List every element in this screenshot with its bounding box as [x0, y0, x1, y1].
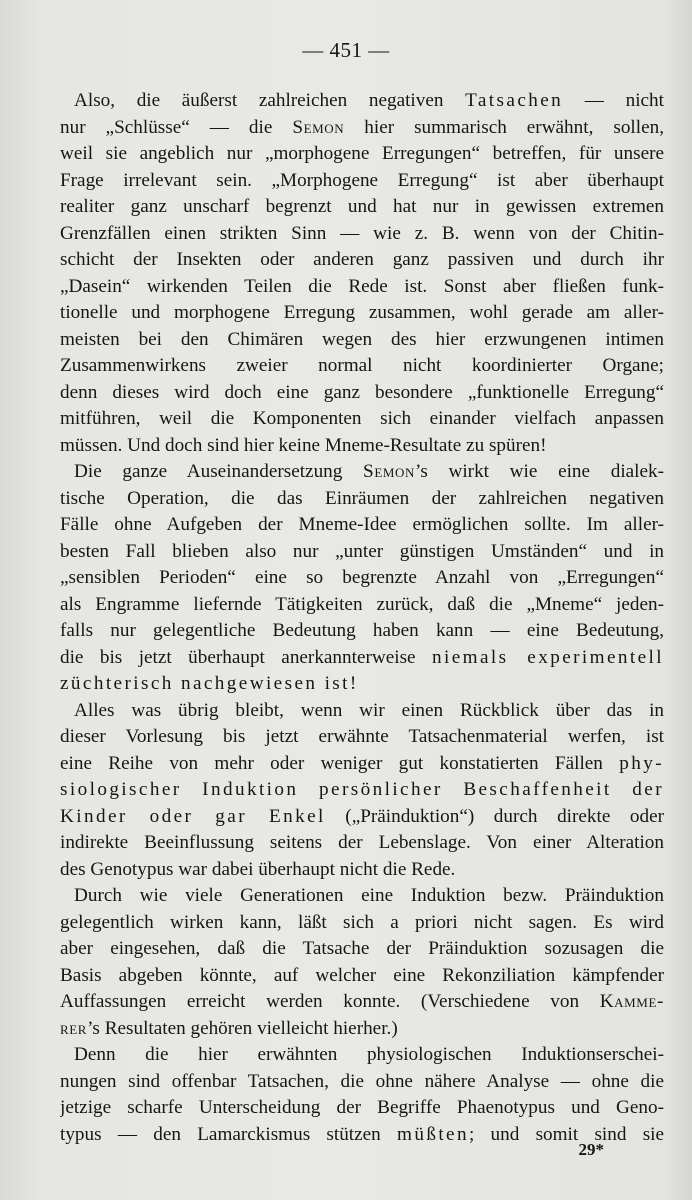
- text-run: ; und somit sind sie: [468, 1123, 664, 1145]
- text-run: des Genotypus war dabei überhaupt nicht die Rede.: [60, 858, 456, 880]
- text-run: Basis abgeben könnte, auf welcher eine Rekonziliation kämpfender: [60, 964, 664, 986]
- spaced-emphasis: müßten: [397, 1123, 469, 1145]
- text-line: [60, 1016, 664, 1043]
- spaced-emphasis: Tatsachen: [465, 90, 564, 111]
- text-run: Zusammenwirkens zweier normal nicht koordinierter Organe;: [60, 355, 664, 376]
- text-line: [60, 353, 664, 380]
- text-line: [60, 247, 664, 274]
- text-run: nungen sind offenbar Tatsachen, die ohne nähere Analyse — ohne die: [60, 1070, 664, 1092]
- text-run: typus — den Lamarckismus stützen: [60, 1123, 398, 1145]
- text-line: [60, 88, 664, 115]
- spaced-emphasis: niemals experimentell: [431, 646, 664, 668]
- text-line: [60, 618, 664, 645]
- text-run: aber eingesehen, daß die Tatsache der Präinduktion sozusagen die: [60, 938, 664, 959]
- text-run: jetzige scharfe Unterscheidung der Begriffe Phaenotypus und Geno-: [60, 1097, 664, 1118]
- text-line: [60, 1095, 664, 1122]
- text-run: ’s Resultaten gehören vielleicht hierher.): [87, 1017, 398, 1039]
- text-run: ’s wirkt wie eine dialek-: [415, 461, 664, 482]
- text-line: [60, 539, 664, 566]
- text-run: „Dasein“ wirkenden Teilen die Rede ist. Sonst aber fließen funk-: [60, 275, 664, 297]
- text-run: Die ganze Auseinandersetzung: [74, 461, 364, 482]
- text-line: [60, 406, 664, 433]
- text-line: [60, 1122, 664, 1149]
- text-line: [60, 459, 664, 486]
- text-run: („Präinduktion“) durch direkte oder: [325, 805, 664, 827]
- text-line: [60, 327, 664, 354]
- small-caps-name: rer: [60, 1017, 88, 1039]
- text-line: [60, 300, 664, 327]
- text-line: [60, 168, 664, 195]
- text-run: besten Fall blieben also nur „unter günstigen Umständen“ und in: [60, 540, 664, 562]
- text-line: [60, 936, 664, 963]
- text-run: die bis jetzt überhaupt anerkannterweise: [60, 646, 432, 668]
- text-line: [60, 433, 664, 460]
- page-number: — 451 —: [302, 38, 390, 62]
- text-run: hier summarisch erwähnt, sollen,: [344, 116, 664, 138]
- text-line: [60, 698, 664, 725]
- text-run: weil sie angeblich nur „morphogene Erregungen“ betreffen, für unsere: [60, 143, 664, 164]
- small-caps-name: Semon: [363, 461, 415, 482]
- text-line: [60, 910, 664, 937]
- text-run: eine Reihe von mehr oder weniger gut konstatierten Fällen: [60, 752, 620, 774]
- text-run: Frage irrelevant sein. „Morphogene Erregung“ ist aber überhaupt: [60, 169, 664, 191]
- spaced-emphasis: siologischer Induktion persönlicher Beschaffenheit der: [60, 779, 664, 800]
- text-run: Denn die hier erwähnten physiologischen Induktionserschei-: [74, 1044, 664, 1065]
- text-line: [60, 724, 664, 751]
- text-run: gelegentlich wirken kann, läßt sich a priori nicht sagen. Es wird: [60, 911, 664, 933]
- text-run: Also, die äußerst zahlreichen negativen: [74, 90, 466, 111]
- text-line: [60, 565, 664, 592]
- text-run: meisten bei den Chimären wegen des hier erzwungenen intimen: [60, 328, 664, 350]
- body-text: [60, 88, 664, 1148]
- text-line: [60, 274, 664, 301]
- small-caps-name: Kamme-: [599, 991, 664, 1012]
- text-run: Auffassungen erreicht werden konnte. (Verschiedene von: [60, 991, 600, 1012]
- text-line: [60, 830, 664, 857]
- text-run: realiter ganz unscharf begrenzt und hat nur in gewissen extremen: [60, 196, 664, 217]
- text-line: [60, 751, 664, 778]
- text-line: [60, 592, 664, 619]
- small-caps-name: Semon: [292, 116, 345, 138]
- spaced-emphasis: Kinder oder gar Enkel: [60, 805, 326, 827]
- text-line: [60, 1042, 664, 1069]
- text-run: Grenzfällen einen strikten Sinn — wie z. B. wenn von der Chitin-: [60, 222, 664, 244]
- text-line: [60, 671, 664, 698]
- text-run: tionelle und morphogene Erregung zusammen, wohl gerade am aller-: [60, 302, 664, 323]
- text-run: müssen. Und doch sind hier keine Mneme-Resultate zu spüren!: [60, 434, 547, 456]
- text-run: Alles was übrig bleibt, wenn wir einen Rückblick über das in: [74, 699, 664, 721]
- text-run: tische Operation, die das Einräumen der zahlreichen negativen: [60, 487, 664, 509]
- text-line: [60, 777, 664, 804]
- text-run: schicht der Insekten oder anderen ganz passiven und durch ihr: [60, 249, 664, 270]
- text-run: — nicht: [563, 90, 664, 111]
- text-run: „sensiblen Perioden“ eine so begrenzte Anzahl von „Erregungen“: [60, 567, 664, 588]
- text-run: als Engramme liefernde Tätigkeiten zurück, daß die „Mneme“ jeden-: [60, 593, 664, 615]
- text-line: [60, 141, 664, 168]
- text-line: [60, 380, 664, 407]
- text-run: indirekte Beeinflussung seitens der Lebenslage. Von einer Alteration: [60, 832, 664, 853]
- text-line: [60, 857, 664, 884]
- spaced-emphasis: phy-: [619, 752, 664, 774]
- text-line: [60, 194, 664, 221]
- text-line: [60, 645, 664, 672]
- text-line: [60, 221, 664, 248]
- spaced-emphasis: züchterisch nachgewiesen ist!: [60, 673, 359, 694]
- text-line: [60, 989, 664, 1016]
- text-line: [60, 963, 664, 990]
- text-run: nur „Schlüsse“ — die: [60, 116, 293, 138]
- text-line: [60, 486, 664, 513]
- text-run: Fälle ohne Aufgeben der Mneme-Idee ermöglichen sollte. Im aller-: [60, 514, 664, 535]
- signature-mark: 29*: [578, 1140, 604, 1159]
- text-run: Durch wie viele Generationen eine Induktion bezw. Präinduktion: [74, 885, 664, 906]
- text-line: [60, 883, 664, 910]
- text-line: [60, 512, 664, 539]
- text-run: dieser Vorlesung bis jetzt erwähnte Tatsachenmaterial werfen, ist: [60, 726, 664, 747]
- text-run: denn dieses wird doch eine ganz besondere „funktionelle Erregung“: [60, 381, 664, 403]
- text-line: [60, 1069, 664, 1096]
- text-run: falls nur gelegentliche Bedeutung haben kann — eine Bedeutung,: [60, 620, 664, 641]
- text-run: mitführen, weil die Komponenten sich einander vielfach anpassen: [60, 408, 664, 429]
- text-line: [60, 115, 664, 142]
- text-line: [60, 804, 664, 831]
